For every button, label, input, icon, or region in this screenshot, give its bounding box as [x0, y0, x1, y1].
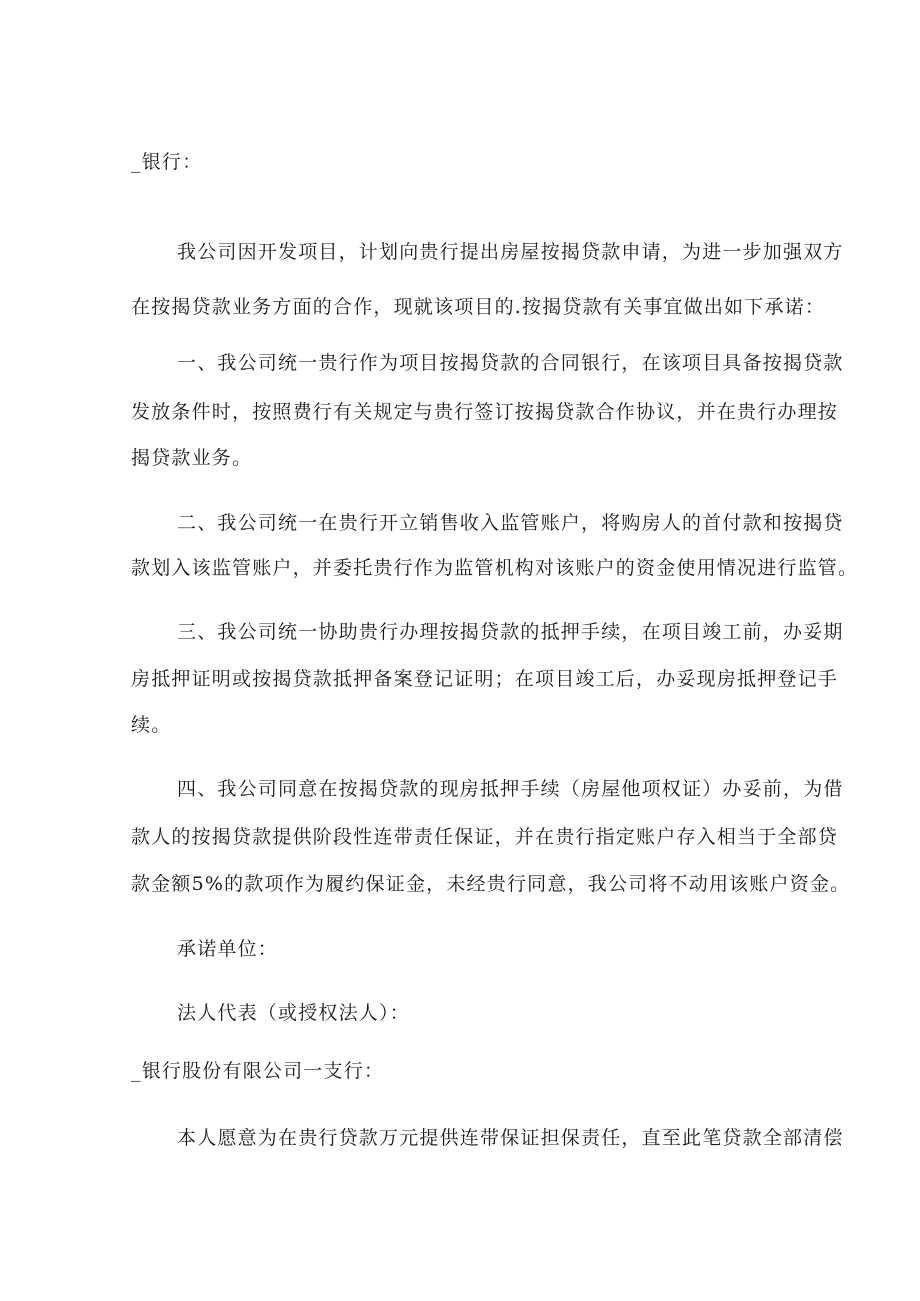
intro-line-1: 我公司因开发项目，计划向贵行提出房屋按揭贷款申请，为进一步加强双方	[177, 241, 844, 263]
item2-line-1: 二、我公司统一在贵行开立销售收入监管账户，将购房人的首付款和按揭贷	[177, 512, 844, 534]
item4-line-2: 款人的按揭贷款提供阶段性连带责任保证，并在贵行指定账户存入相当于全部贷	[131, 826, 839, 848]
item2-line-2: 款划入该监管账户，并委托贵行作为监管机构对该账户的资金使用情况进行监管。	[131, 557, 859, 579]
guarantee-line-1: 本人愿意为在贵行贷款万元提供连带保证担保责任，直至此笔贷款全部清偿	[177, 1127, 844, 1149]
item1-line-1: 一、我公司统一贵行作为项目按揭贷款的合同银行，在该项目具备按揭贷款	[177, 352, 844, 374]
item1-line-3: 揭贷款业务。	[131, 447, 253, 469]
salutation: _银行：	[131, 151, 203, 173]
intro-line-2: 在按揭贷款业务方面的合作，现就该项目的.按揭贷款有关事宜做出如下承诺：	[131, 296, 826, 318]
item3-line-3: 续。	[131, 714, 172, 736]
item4-line-3: 款金额5%的款项作为履约保证金，未经贵行同意，我公司将不动用该账户资金。	[131, 873, 851, 895]
branch-salutation: _银行股份有限公司一支行：	[131, 1060, 385, 1082]
item3-line-2: 房抵押证明或按揭贷款抵押备案登记证明；在项目竣工后，办妥现房抵押登记手	[131, 668, 839, 690]
legal-rep-label: 法人代表（或授权法人）：	[177, 1002, 410, 1024]
item1-line-2: 发放条件时，按照费行有关规定与贵行签订按揭贷款合作协议，并在贵行办理按	[131, 401, 839, 423]
item3-line-1: 三、我公司统一协助贵行办理按揭贷款的抵押手续，在项目竣工前，办妥期	[177, 621, 844, 643]
promisor-label: 承诺单位：	[177, 938, 279, 960]
item4-line-1: 四、我公司同意在按揭贷款的现房抵押手续（房屋他项权证）办妥前，为借	[177, 778, 844, 800]
